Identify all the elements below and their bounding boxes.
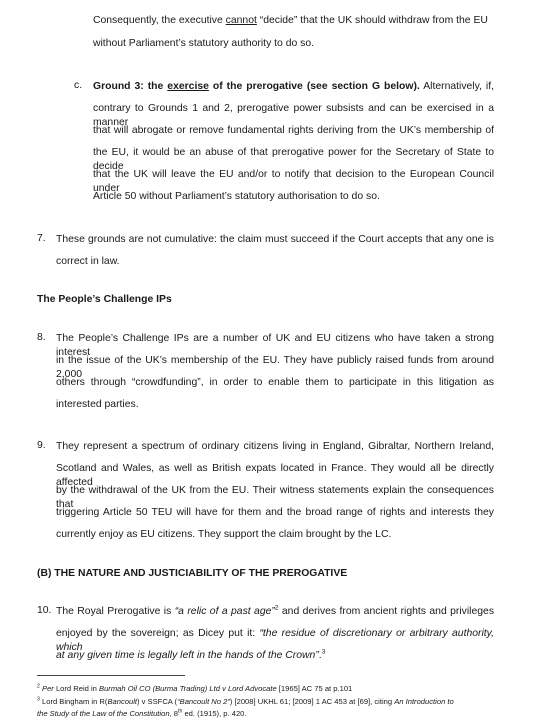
- text: [1965] AC 75 at p.101: [276, 684, 353, 693]
- para8-line-4: interested parties.: [56, 399, 139, 410]
- ground3-title-end: of the prerogative (see section G below).: [208, 81, 420, 92]
- text: ed. (1915), p. 420.: [182, 709, 247, 718]
- para9-line-1: They represent a spectrum of ordinary citizens living in England, Gibraltar, Northern Ireland,: [56, 441, 494, 452]
- ground3-line-2: contrary to Grounds 1 and 2, prerogative power subsists and can be exercised in a manner: [93, 103, 494, 128]
- footnote-3-book-cont: the Study of the Law of the Constitution: [37, 709, 170, 718]
- para8-line-3: others through “crowdfunding”, in order to enable them to participate in this litigation as: [56, 377, 494, 388]
- footnote-2-marker: 2: [37, 683, 40, 690]
- text: “decide” that the UK should withdraw from the EU: [256, 15, 488, 26]
- para9-line-2: Scotland and Wales, as well as British expats located in France. They would all be directly affected: [56, 463, 494, 488]
- section-heading-peoples-challenge: The People’s Challenge IPs: [37, 294, 172, 305]
- footnote-3-line-2: [37, 709, 247, 719]
- text: .: [318, 650, 322, 661]
- para10-line-3: [56, 649, 325, 663]
- text: , 8: [169, 709, 179, 718]
- footnote-separator: [37, 675, 185, 676]
- quote-dicey-start: “the residue of discretionary or arbitrary authority, which: [56, 628, 494, 653]
- text: ) v SSFCA (: [137, 697, 178, 706]
- para8-line-2: in the issue of the UK’s membership of the EU. They have publicly raised funds from around 2,000: [56, 355, 494, 380]
- emphasis-cannot: cannot: [225, 15, 257, 26]
- ground3-line-4: the EU, it would be an abuse of that prerogative power for the Secretary of State to decide: [93, 147, 494, 172]
- para7-number: 7.: [37, 233, 46, 244]
- continuation-line-1: [93, 14, 488, 28]
- footnote-3-book: An Introduction to: [394, 697, 454, 706]
- ground3-line-5: that the UK will leave the EU and/or to notify that decision to the European Council under: [93, 169, 494, 194]
- ground3-line1-rest: Alternatively, if,: [419, 81, 494, 92]
- section-heading-b: (B) THE NATURE AND JUSTICIABILITY OF THE PREROGATIVE: [37, 568, 348, 579]
- text: Lord Bingham in R(: [39, 697, 108, 706]
- text: enjoyed by the sovereign; as Dicey put it:: [56, 628, 260, 639]
- para9-line-5: currently enjoy as EU citizens. They support the claim brought by the LC.: [56, 529, 392, 540]
- text: Lord Reid in: [53, 684, 99, 693]
- footnote-3-case: Bancoult: [107, 697, 137, 706]
- para8-number: 8.: [37, 332, 46, 343]
- footnote-3-line-1: [37, 697, 454, 707]
- text: and derives from ancient rights and privileges: [278, 606, 495, 617]
- ground3-title-start: Ground 3: the: [93, 81, 168, 92]
- para10-line-1: [56, 605, 494, 619]
- text: Consequently, the executive: [93, 15, 226, 26]
- footnote-3-marker: 3: [37, 696, 40, 703]
- footnote-2: [37, 684, 352, 694]
- text: The Royal Prerogative is: [56, 606, 175, 617]
- ground3-line-1: [93, 80, 494, 94]
- ground3-title-exercise: exercise: [167, 81, 209, 92]
- text: ) [2008] UKHL 61; [2009] 1 AC 453 at [69], citing: [229, 697, 395, 706]
- para9-number: 9.: [37, 440, 46, 451]
- footnote-3-case2: “Bancoult No 2”: [177, 697, 230, 706]
- para8-line-1: The People’s Challenge IPs are a number of UK and EU citizens who have taken a strong interest: [56, 333, 494, 358]
- footnote-2-per: Per: [39, 684, 54, 693]
- ordinal-suffix: th: [178, 708, 183, 715]
- quote-dicey-end: at any given time is legally left in the hands of the Crown”: [56, 650, 319, 661]
- para10-number: 10.: [37, 605, 52, 616]
- para7-line-1: These grounds are not cumulative: the claim must succeed if the Court accepts that any one is: [56, 234, 494, 245]
- ground3-line-6: Article 50 without Parliament’s statutory authorisation to do so.: [93, 191, 380, 202]
- ground3-marker: c.: [74, 80, 83, 91]
- para9-line-3: by the withdrawal of the UK from the EU. Their witness statements explain the consequences that: [56, 485, 494, 510]
- para7-line-2: correct in law.: [56, 256, 120, 267]
- footnote-ref-2[interactable]: 2: [274, 604, 279, 612]
- para9-line-4: triggering Article 50 TEU will have for them and the broad range of rights and interests they: [56, 507, 494, 518]
- footnote-ref-3[interactable]: 3: [321, 648, 326, 656]
- footnote-2-case: Burmah Oil CO (Burma Trading) Ltd v Lord Advocate: [99, 684, 277, 693]
- quote-relic: “a relic of a past age”: [174, 606, 275, 617]
- continuation-line-2: without Parliament’s statutory authority to do so.: [93, 38, 315, 49]
- ground3-line-3: that will abrogate or remove fundamental rights deriving from the UK’s membership of: [93, 125, 494, 136]
